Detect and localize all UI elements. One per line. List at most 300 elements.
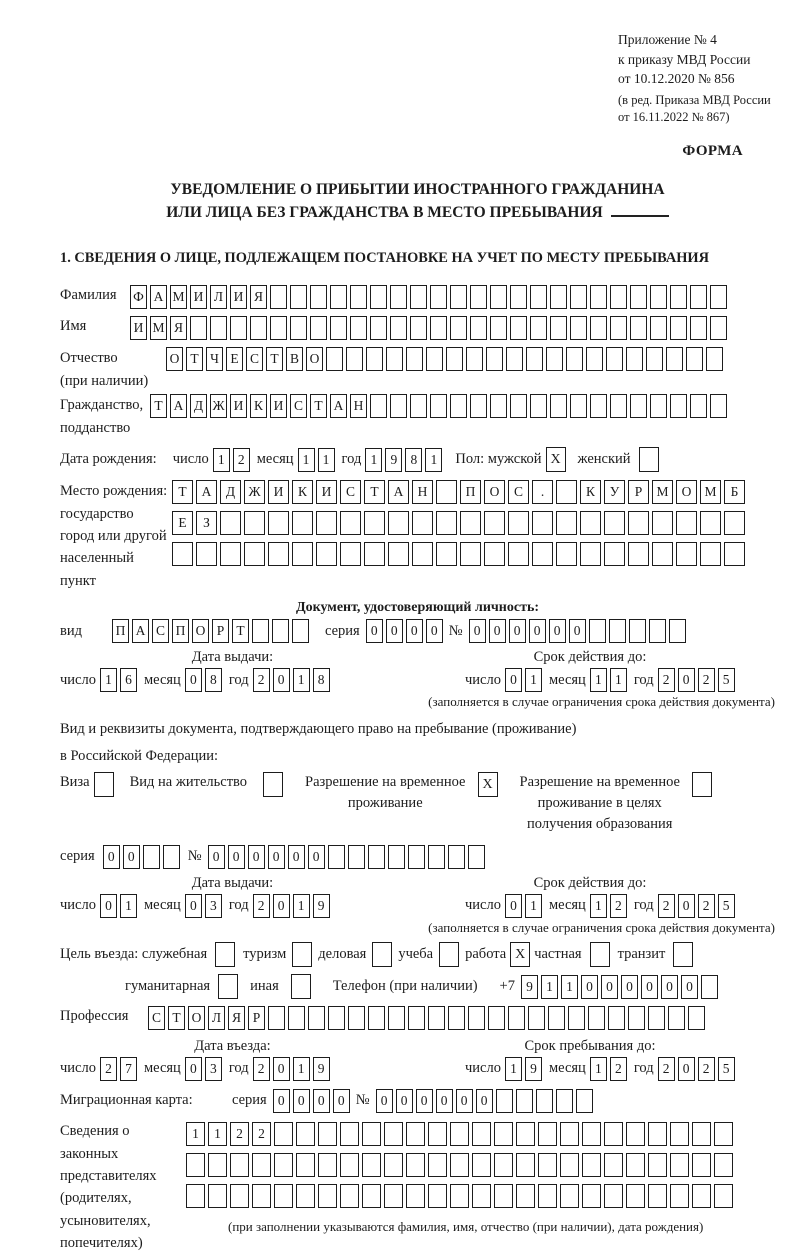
char-cell bbox=[348, 1006, 365, 1030]
sex-female-checkbox bbox=[639, 447, 659, 472]
char-cell: 2 bbox=[233, 448, 250, 472]
patronymic-cells bbox=[166, 347, 723, 371]
char-cell: А bbox=[330, 394, 347, 418]
char-cell bbox=[172, 542, 193, 566]
doc2-issue-date-group: число 0 1 месяц 0 3 год 2 0 1 9 bbox=[60, 894, 337, 918]
residence-doc-paragraph: Вид и реквизиты документа, подтверждающего право на пребывание (проживание) в Российской Федерации: bbox=[60, 721, 577, 765]
char-cell bbox=[472, 1184, 491, 1208]
char-cell bbox=[310, 285, 327, 309]
visa-label: Виза bbox=[60, 774, 90, 791]
char-cell: К bbox=[250, 394, 267, 418]
char-cell: 3 bbox=[205, 894, 222, 918]
representatives-row1-cells bbox=[186, 1122, 733, 1146]
purpose-private-checkbox bbox=[590, 942, 610, 967]
char-cell bbox=[650, 316, 667, 340]
char-cell: С bbox=[148, 1006, 165, 1030]
doc-type-label: вид bbox=[60, 622, 82, 639]
char-cell bbox=[538, 1153, 557, 1177]
char-cell bbox=[488, 1006, 505, 1030]
char-cell: 0 bbox=[313, 1089, 330, 1113]
valid-note: (заполняется в случае ограничения срока действия документа) bbox=[428, 694, 775, 710]
char-cell: Ч bbox=[206, 347, 223, 371]
doc2-series-label: серия bbox=[60, 848, 95, 865]
char-cell bbox=[666, 347, 683, 371]
char-cell: 0 bbox=[469, 619, 486, 643]
char-cell bbox=[589, 619, 606, 643]
char-cell bbox=[292, 511, 313, 535]
char-cell bbox=[670, 1184, 689, 1208]
char-cell: Т bbox=[168, 1006, 185, 1030]
char-cell: 1 bbox=[100, 668, 117, 692]
char-cell bbox=[650, 394, 667, 418]
char-cell: У bbox=[604, 480, 625, 504]
char-cell bbox=[470, 316, 487, 340]
char-cell: 0 bbox=[268, 845, 285, 869]
char-cell: А bbox=[196, 480, 217, 504]
char-cell bbox=[570, 394, 587, 418]
char-cell bbox=[582, 1122, 601, 1146]
char-cell bbox=[686, 347, 703, 371]
char-cell bbox=[646, 347, 663, 371]
char-cell: 0 bbox=[549, 619, 566, 643]
char-cell bbox=[626, 1153, 645, 1177]
char-cell bbox=[292, 542, 313, 566]
char-cell: О bbox=[676, 480, 697, 504]
char-cell: 0 bbox=[489, 619, 506, 643]
visa-checkbox bbox=[94, 772, 114, 797]
char-cell bbox=[364, 511, 385, 535]
char-cell bbox=[410, 316, 427, 340]
char-cell bbox=[270, 316, 287, 340]
doc-issue-date-group: число 1 6 месяц 0 8 год 2 0 1 8 bbox=[60, 668, 337, 692]
char-cell bbox=[490, 394, 507, 418]
char-cell bbox=[412, 542, 433, 566]
doc-issue-year-cells bbox=[253, 668, 330, 692]
char-cell: К bbox=[580, 480, 601, 504]
char-cell bbox=[516, 1184, 535, 1208]
char-cell: 2 bbox=[253, 668, 270, 692]
char-cell bbox=[530, 285, 547, 309]
char-cell bbox=[550, 285, 567, 309]
char-cell: 1 bbox=[525, 668, 542, 692]
char-cell bbox=[560, 1184, 579, 1208]
char-cell bbox=[318, 1122, 337, 1146]
char-cell: С bbox=[508, 480, 529, 504]
char-cell: 0 bbox=[248, 845, 265, 869]
char-cell bbox=[629, 619, 646, 643]
char-cell: 2 bbox=[610, 894, 627, 918]
char-cell bbox=[610, 285, 627, 309]
char-cell bbox=[700, 511, 721, 535]
char-cell: 0 bbox=[293, 1089, 310, 1113]
char-cell bbox=[608, 1006, 625, 1030]
char-cell bbox=[230, 1184, 249, 1208]
doc2-issue-month-cells bbox=[185, 894, 222, 918]
char-cell: 2 bbox=[658, 668, 675, 692]
char-cell bbox=[220, 511, 241, 535]
char-cell: 0 bbox=[273, 1057, 290, 1081]
char-cell: 2 bbox=[658, 1057, 675, 1081]
char-cell bbox=[490, 316, 507, 340]
doc2-number-label: № bbox=[187, 848, 202, 865]
purpose-business-checkbox bbox=[372, 942, 392, 967]
char-cell bbox=[580, 511, 601, 535]
char-cell bbox=[530, 394, 547, 418]
char-cell bbox=[604, 542, 625, 566]
char-cell bbox=[630, 316, 647, 340]
char-cell bbox=[428, 1153, 447, 1177]
char-cell bbox=[384, 1153, 403, 1177]
char-cell bbox=[692, 1184, 711, 1208]
char-cell bbox=[388, 1006, 405, 1030]
mig-number-cells bbox=[376, 1089, 593, 1113]
char-cell: 2 bbox=[610, 1057, 627, 1081]
char-cell bbox=[412, 511, 433, 535]
representatives-note: (при заполнении указываются фамилия, имя, отчество (при наличии), дата рождения) bbox=[228, 1219, 704, 1235]
char-cell: 0 bbox=[678, 894, 695, 918]
char-cell bbox=[310, 316, 327, 340]
char-cell bbox=[274, 1122, 293, 1146]
char-cell bbox=[220, 542, 241, 566]
char-cell bbox=[318, 1153, 337, 1177]
char-cell bbox=[508, 511, 529, 535]
char-cell: Ж bbox=[210, 394, 227, 418]
char-cell bbox=[210, 316, 227, 340]
purpose-other-checkbox bbox=[291, 974, 311, 999]
entry-day-cells bbox=[100, 1057, 137, 1081]
char-cell bbox=[450, 1153, 469, 1177]
char-cell bbox=[406, 1184, 425, 1208]
char-cell bbox=[468, 845, 485, 869]
char-cell bbox=[296, 1153, 315, 1177]
char-cell: С bbox=[340, 480, 361, 504]
char-cell: 2 bbox=[100, 1057, 117, 1081]
residence-permit-checkbox bbox=[263, 772, 283, 797]
stay-until-group: число 1 9 месяц 1 2 год 2 0 2 5 bbox=[465, 1057, 742, 1081]
char-cell bbox=[556, 1089, 573, 1113]
char-cell bbox=[328, 845, 345, 869]
char-cell: И bbox=[130, 316, 147, 340]
char-cell bbox=[330, 285, 347, 309]
char-cell bbox=[548, 1006, 565, 1030]
doc2-issue-day-cells bbox=[100, 894, 137, 918]
char-cell: Т bbox=[232, 619, 249, 643]
representatives-row3-cells bbox=[186, 1184, 733, 1208]
temp-residence-label: Разрешение на временное проживание bbox=[305, 774, 466, 812]
form-title bbox=[60, 178, 775, 225]
char-cell bbox=[724, 542, 745, 566]
char-cell: 1 bbox=[293, 668, 310, 692]
char-cell: 0 bbox=[601, 975, 618, 999]
char-cell: 0 bbox=[288, 845, 305, 869]
char-cell: И bbox=[316, 480, 337, 504]
char-cell bbox=[252, 1153, 271, 1177]
char-cell bbox=[410, 394, 427, 418]
char-cell bbox=[410, 285, 427, 309]
char-cell bbox=[560, 1153, 579, 1177]
purpose-other-label: иная bbox=[250, 977, 279, 994]
char-cell bbox=[468, 1006, 485, 1030]
char-cell: 0 bbox=[569, 619, 586, 643]
char-cell bbox=[406, 347, 423, 371]
stay-day-cells bbox=[505, 1057, 542, 1081]
char-cell bbox=[516, 1153, 535, 1177]
char-cell: М bbox=[150, 316, 167, 340]
char-cell bbox=[628, 542, 649, 566]
char-cell bbox=[550, 316, 567, 340]
stay-year-cells bbox=[658, 1057, 735, 1081]
phone-label: Телефон (при наличии) bbox=[332, 977, 478, 994]
char-cell bbox=[390, 394, 407, 418]
char-cell: 1 bbox=[610, 668, 627, 692]
citizenship-cells bbox=[150, 394, 727, 418]
char-cell bbox=[628, 1006, 645, 1030]
char-cell: 0 bbox=[185, 1057, 202, 1081]
section1-heading: 1. СВЕДЕНИЯ О ЛИЦЕ, ПОДЛЕЖАЩЕМ ПОСТАНОВКЕ НА УЧЕТ ПО МЕСТУ ПРЕБЫВАНИЯ bbox=[60, 250, 709, 267]
char-cell: 0 bbox=[509, 619, 526, 643]
char-cell bbox=[290, 285, 307, 309]
doc2-valid-month-cells bbox=[590, 894, 627, 918]
residence-permit-label: Вид на жительство bbox=[129, 774, 248, 791]
char-cell bbox=[590, 316, 607, 340]
char-cell: 0 bbox=[529, 619, 546, 643]
purpose-study-checkbox bbox=[439, 942, 459, 967]
char-cell bbox=[288, 1006, 305, 1030]
char-cell bbox=[186, 1153, 205, 1177]
phone-cells bbox=[521, 975, 718, 999]
sex-male-checkbox: X bbox=[546, 447, 566, 472]
char-cell bbox=[368, 1006, 385, 1030]
birthplace-row2-cells bbox=[172, 511, 745, 535]
char-cell bbox=[230, 316, 247, 340]
char-cell bbox=[528, 1006, 545, 1030]
char-cell bbox=[630, 394, 647, 418]
char-cell: А bbox=[170, 394, 187, 418]
doc-valid-day-cells bbox=[505, 668, 542, 692]
char-cell bbox=[670, 394, 687, 418]
char-cell bbox=[710, 285, 727, 309]
char-cell: 0 bbox=[416, 1089, 433, 1113]
char-cell: 0 bbox=[273, 668, 290, 692]
char-cell bbox=[652, 542, 673, 566]
char-cell bbox=[296, 1122, 315, 1146]
char-cell: 0 bbox=[406, 619, 423, 643]
birth-year-cells bbox=[365, 448, 442, 472]
purpose-work-checkbox: X bbox=[510, 942, 530, 967]
char-cell: О bbox=[188, 1006, 205, 1030]
char-cell: Т bbox=[266, 347, 283, 371]
char-cell bbox=[556, 511, 577, 535]
char-cell bbox=[648, 1153, 667, 1177]
char-cell bbox=[556, 480, 577, 504]
char-cell bbox=[362, 1184, 381, 1208]
char-cell bbox=[536, 1089, 553, 1113]
stay-until-heading: Срок пребывания до: bbox=[524, 1038, 656, 1055]
char-cell bbox=[450, 1184, 469, 1208]
purpose-transit-checkbox bbox=[673, 942, 693, 967]
sex-female-label: женский bbox=[577, 450, 631, 467]
stay-month-cells bbox=[590, 1057, 627, 1081]
annex-reference bbox=[618, 30, 775, 127]
char-cell: Б bbox=[724, 480, 745, 504]
char-cell bbox=[370, 285, 387, 309]
char-cell bbox=[710, 394, 727, 418]
char-cell bbox=[386, 347, 403, 371]
char-cell: 1 bbox=[425, 448, 442, 472]
entry-date-group: число 2 7 месяц 0 3 год 2 0 1 9 bbox=[60, 1057, 337, 1081]
mig-series-label: серия bbox=[232, 1092, 267, 1109]
char-cell: Н bbox=[412, 480, 433, 504]
char-cell bbox=[466, 347, 483, 371]
char-cell: 5 bbox=[718, 894, 735, 918]
char-cell bbox=[700, 542, 721, 566]
char-cell bbox=[430, 316, 447, 340]
char-cell bbox=[436, 542, 457, 566]
char-cell: 1 bbox=[365, 448, 382, 472]
doc2-valid-day-cells bbox=[505, 894, 542, 918]
char-cell bbox=[648, 1184, 667, 1208]
char-cell bbox=[328, 1006, 345, 1030]
char-cell bbox=[516, 1122, 535, 1146]
char-cell: 0 bbox=[386, 619, 403, 643]
char-cell bbox=[368, 845, 385, 869]
mig-number-label: № bbox=[355, 1092, 370, 1109]
char-cell bbox=[436, 480, 457, 504]
char-cell bbox=[714, 1184, 733, 1208]
char-cell bbox=[670, 316, 687, 340]
char-cell: 1 bbox=[293, 1057, 310, 1081]
char-cell bbox=[610, 394, 627, 418]
char-cell: 0 bbox=[505, 668, 522, 692]
char-cell bbox=[508, 1006, 525, 1030]
char-cell bbox=[606, 347, 623, 371]
char-cell: Я bbox=[170, 316, 187, 340]
char-cell: 0 bbox=[228, 845, 245, 869]
char-cell bbox=[268, 511, 289, 535]
char-cell bbox=[388, 511, 409, 535]
char-cell bbox=[340, 1122, 359, 1146]
purpose-work-label: работа bbox=[465, 945, 507, 962]
char-cell bbox=[252, 1184, 271, 1208]
char-cell bbox=[384, 1122, 403, 1146]
char-cell: 1 bbox=[590, 668, 607, 692]
temp-residence-edu-checkbox bbox=[692, 772, 712, 797]
purpose-study-label: учеба bbox=[398, 945, 434, 962]
doc2-issue-year-cells bbox=[253, 894, 330, 918]
char-cell: 8 bbox=[313, 668, 330, 692]
char-cell: 0 bbox=[426, 619, 443, 643]
birthplace-label: Место рождения: государство город или другой населенный пункт bbox=[60, 483, 168, 589]
surname-cells bbox=[130, 285, 727, 309]
char-cell: 1 bbox=[120, 894, 137, 918]
char-cell: 1 bbox=[561, 975, 578, 999]
char-cell bbox=[576, 1089, 593, 1113]
birth-day-cells bbox=[213, 448, 250, 472]
char-cell: 1 bbox=[213, 448, 230, 472]
purpose-service-checkbox bbox=[215, 942, 235, 967]
char-cell: 0 bbox=[505, 894, 522, 918]
char-cell: 2 bbox=[253, 894, 270, 918]
char-cell bbox=[252, 619, 269, 643]
char-cell bbox=[270, 285, 287, 309]
char-cell bbox=[628, 511, 649, 535]
char-cell: . bbox=[532, 480, 553, 504]
char-cell bbox=[560, 1122, 579, 1146]
char-cell bbox=[538, 1184, 557, 1208]
char-cell bbox=[484, 511, 505, 535]
char-cell bbox=[494, 1184, 513, 1208]
char-cell bbox=[650, 285, 667, 309]
birth-month-cells bbox=[298, 448, 335, 472]
char-cell bbox=[652, 511, 673, 535]
char-cell bbox=[670, 1153, 689, 1177]
char-cell bbox=[538, 1122, 557, 1146]
char-cell bbox=[408, 845, 425, 869]
char-cell: 0 bbox=[621, 975, 638, 999]
char-cell bbox=[460, 542, 481, 566]
char-cell: 9 bbox=[385, 448, 402, 472]
char-cell: 0 bbox=[100, 894, 117, 918]
doc-type-cells bbox=[112, 619, 309, 643]
char-cell: И bbox=[230, 394, 247, 418]
char-cell bbox=[510, 316, 527, 340]
char-cell bbox=[318, 1184, 337, 1208]
char-cell bbox=[649, 619, 666, 643]
temp-residence-checkbox: X bbox=[478, 772, 498, 797]
char-cell: Т bbox=[150, 394, 167, 418]
char-cell bbox=[494, 1153, 513, 1177]
char-cell bbox=[350, 285, 367, 309]
char-cell bbox=[340, 1184, 359, 1208]
doc2-valid-until-heading: Срок действия до: bbox=[533, 875, 647, 892]
char-cell bbox=[604, 511, 625, 535]
char-cell: П bbox=[460, 480, 481, 504]
char-cell bbox=[692, 1122, 711, 1146]
char-cell: Р bbox=[628, 480, 649, 504]
doc-number-cells bbox=[469, 619, 686, 643]
purpose-business-label: деловая bbox=[318, 945, 367, 962]
char-cell bbox=[426, 347, 443, 371]
char-cell bbox=[450, 1122, 469, 1146]
representatives-row2-cells bbox=[186, 1153, 733, 1177]
char-cell bbox=[163, 845, 180, 869]
char-cell bbox=[196, 542, 217, 566]
char-cell: 0 bbox=[396, 1089, 413, 1113]
char-cell bbox=[676, 542, 697, 566]
char-cell: 1 bbox=[541, 975, 558, 999]
annex-line: от 10.12.2020 № 856 bbox=[618, 71, 735, 87]
char-cell bbox=[190, 316, 207, 340]
char-cell: 1 bbox=[505, 1057, 522, 1081]
char-cell: 2 bbox=[230, 1122, 249, 1146]
char-cell: 2 bbox=[698, 894, 715, 918]
char-cell bbox=[346, 347, 363, 371]
char-cell: С bbox=[246, 347, 263, 371]
char-cell: 5 bbox=[718, 668, 735, 692]
char-cell bbox=[530, 316, 547, 340]
char-cell bbox=[250, 316, 267, 340]
char-cell bbox=[690, 394, 707, 418]
char-cell: 2 bbox=[658, 894, 675, 918]
valid-note-2: (заполняется в случае ограничения срока действия документа) bbox=[428, 920, 775, 936]
char-cell bbox=[546, 347, 563, 371]
char-cell bbox=[388, 845, 405, 869]
char-cell bbox=[470, 394, 487, 418]
char-cell: 9 bbox=[521, 975, 538, 999]
given-name-label: Имя bbox=[60, 318, 87, 335]
char-cell bbox=[688, 1006, 705, 1030]
char-cell bbox=[308, 1006, 325, 1030]
